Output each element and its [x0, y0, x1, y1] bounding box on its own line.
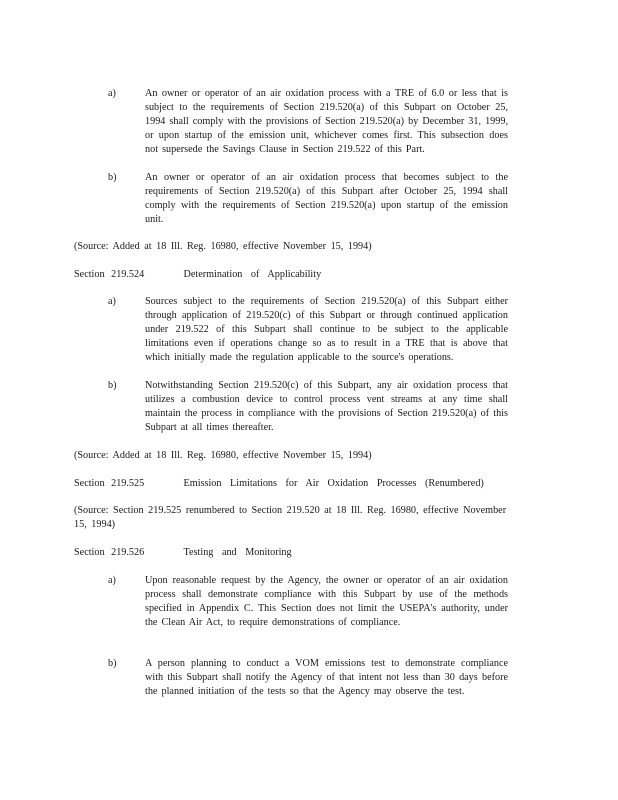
item-text: An owner or operator of an air oxidation process with a TRE of 6.0 or less that is subject to the requirements of Section 219.520(a) of this Subpart on October 25, 1994 shall comply with the provisions of Section 219.520(a) by December 31, 1999, or upon startup of the emission unit, whichever comes first. This subsection does not supersede the Savings Clause in Section 219.522 of this Part.: [145, 88, 508, 155]
source-note: (Source: Added at 18 Ill. Reg. 16980, effective November 15, 1994): [74, 241, 372, 252]
section-number: Section 219.524: [74, 269, 145, 280]
list-item: [108, 379, 508, 435]
list-item: [108, 87, 508, 157]
section-heading: [74, 546, 514, 560]
list-item: [108, 295, 508, 365]
section-title: Determination of Applicability: [183, 269, 322, 280]
item-text: Upon reasonable request by the Agency, the owner or operator of an air oxidation process shall demonstrate compliance with this Subpart by use of the methods specified in Appendix C. This Section does not limit the USEPA's authority, under the Clean Air Act, to require demonstrations of compliance.: [145, 575, 508, 628]
section-title: Testing and Monitoring: [183, 547, 292, 558]
item-text: A person planning to conduct a VOM emissions test to demonstrate compliance with this Subpart shall notify the Agency of that intent not less than 30 days before the planned initiation of the tests so that the Agency may observe the test.: [145, 658, 508, 697]
section-number: Section 219.525: [74, 478, 145, 489]
section-heading: [74, 268, 514, 282]
source-note: (Source: Added at 18 Ill. Reg. 16980, effective November 15, 1994): [74, 450, 372, 461]
item-text: An owner or operator of an air oxidation process that becomes subject to the requirements of Section 219.520(a) of this Subpart after October 25, 1994 shall comply with the requirements of Section 219.520(a) upon startup of the emission unit.: [145, 172, 508, 225]
item-label: a): [108, 575, 116, 586]
list-item: [108, 574, 508, 630]
section-heading: [74, 477, 514, 491]
item-label: a): [108, 296, 116, 307]
item-label: b): [108, 658, 117, 669]
list-item: [108, 171, 508, 227]
item-label: b): [108, 380, 117, 391]
item-label: a): [108, 88, 116, 99]
item-label: b): [108, 172, 117, 183]
item-text: Sources subject to the requirements of Section 219.520(a) of this Subpart either through application of 219.520(c) of this Subpart or through continued application under 219.522 of this Subpart shall continue to be subject to the applicable limitations even if operations change so as to result in a TRE that is above that which initially made the regulation applicable to the source's operations.: [145, 296, 508, 363]
section-number: Section 219.526: [74, 547, 145, 558]
source-note: (Source: Section 219.525 renumbered to Section 219.520 at 18 Ill. Reg. 16980, effective November 15, 1994): [74, 505, 507, 530]
item-text: Notwithstanding Section 219.520(c) of this Subpart, any air oxidation process that utilizes a combustion device to control process vent streams at any time shall maintain the process in compliance with the provisions of Section 219.520(a) of this Subpart at all times thereafter.: [145, 380, 508, 433]
section-title: Emission Limitations for Air Oxidation Processes (Renumbered): [183, 478, 484, 489]
list-item: [108, 657, 508, 699]
